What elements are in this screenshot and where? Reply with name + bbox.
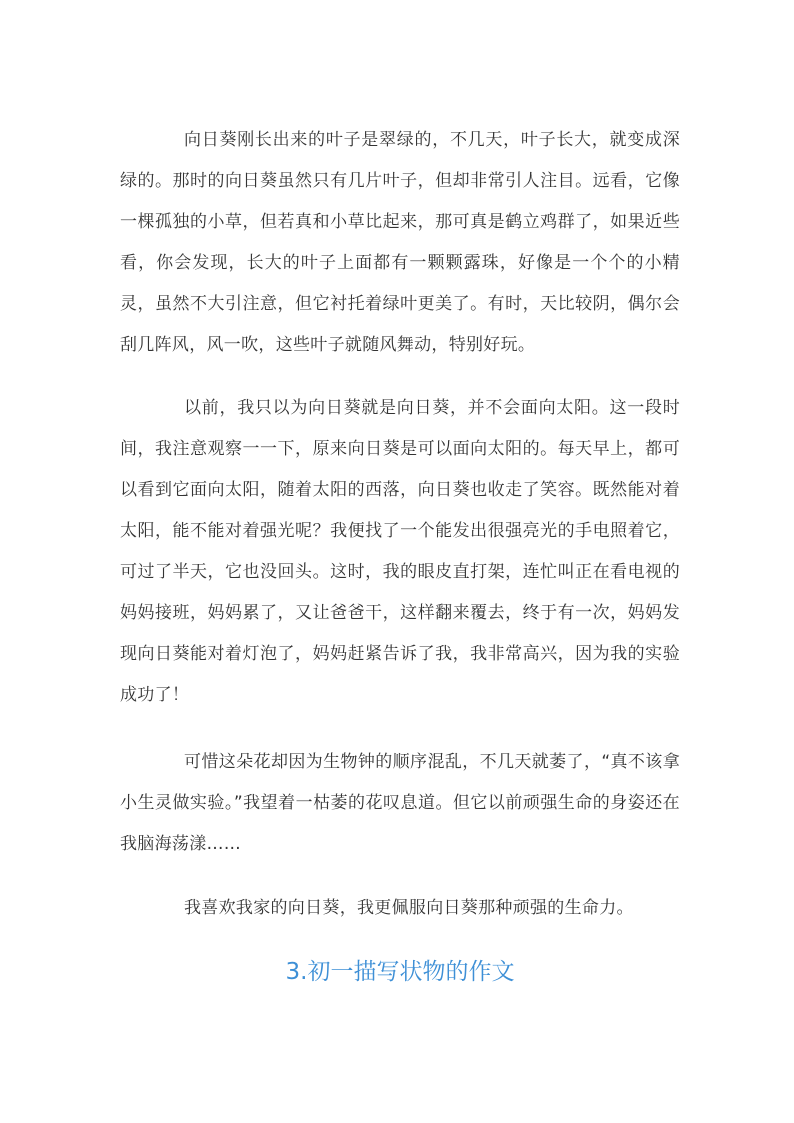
paragraph-withered: 可惜这朵花却因为生物钟的顺序混乱，不几天就萎了，“真不该拿小生灵做实验。”我望着一枯萎的花叹息道。但它以前顽强生命的身姿还在我脑海荡漾…… [120, 752, 680, 854]
section-heading: 3.初一描写状物的作文 [285, 959, 515, 985]
paragraph-conclusion: 我喜欢我家的向日葵，我更佩服向日葵那种顽强的生命力。 [184, 898, 634, 918]
paragraph-experiment: 以前，我只以为向日葵就是向日葵，并不会面向太阳。这一段时间，我注意观察一一下，原来向日葵是可以面向太阳的。每天早上，都可以看到它面向太阳，随着太阳的西落，向日葵也收走了笑容。既然能对着太阳，能不能对着强光呢？我便找了一个能发出很强亮光的手电照着它，可过了半天，它也没回头。这时，我的眼皮直打架，连忙叫正在看电视的妈妈接班，妈妈累了，又让爸爸干，这样翻来覆去，终于有一次，妈妈发现向日葵能对着灯泡了，妈妈赶紧告诉了我，我非常高兴，因为我的实验成功了！ [120, 398, 680, 705]
paragraph-leaves: 向日葵刚长出来的叶子是翠绿的，不几天，叶子长大，就变成深绿的。那时的向日葵虽然只有几片叶子，但却非常引人注目。远看，它像一棵孤独的小草，但若真和小草比起来，那可真是鹤立鸡群了，如果近些看，你会发现，长大的叶子上面都有一颗颗露珠，好像是一个个的小精灵，虽然不大引注意，但它衬托着绿叶更美了。有时，天比较阴，偶尔会刮几阵风，风一吹，这些叶子就随风舞动，特别好玩。 [120, 130, 680, 355]
